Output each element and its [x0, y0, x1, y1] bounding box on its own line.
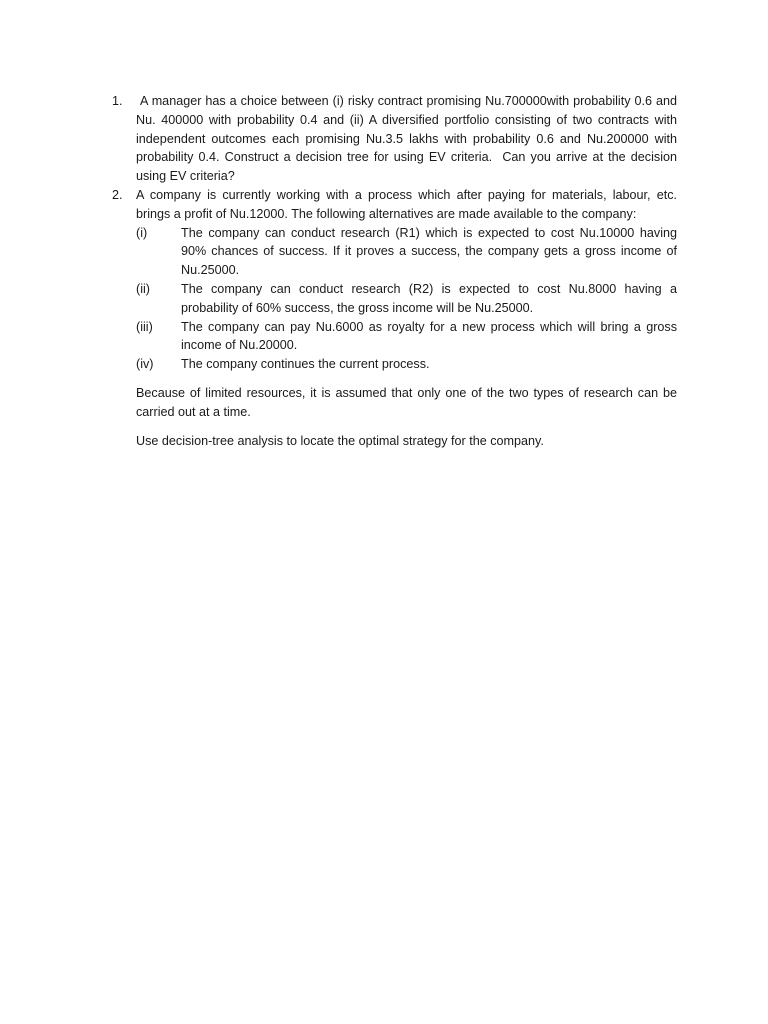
alternative-item: [136, 355, 677, 374]
question-list: [108, 92, 681, 450]
question-item-1: [108, 92, 681, 186]
alternative-item: [136, 318, 677, 356]
alternative-text: The company can pay Nu.6000 as royalty for a new process which will bring a gross income of Nu.20000.: [181, 319, 677, 353]
alternative-label: (ii): [136, 281, 150, 296]
question-item-2: [108, 186, 677, 450]
alternative-text: The company can conduct research (R1) which is expected to cost Nu.10000 having 90% chances of success. If it proves a success, the company gets a gross income of Nu.25000.: [181, 225, 677, 278]
alternative-text: The company continues the current process.: [181, 357, 430, 372]
question-number: 1.: [112, 94, 123, 108]
alternative-item: [136, 280, 677, 318]
question-text: A manager has a choice between (i) risky contract promising Nu.700000with probability 0.6 and Nu. 400000 with probability 0.4 and (ii) A diversified portfolio consisting of two contracts with independent outcomes each promising Nu.3.5 lakhs with probability 0.6 and Nu.200000 with probability 0.4. Construct a decision tree for using EV criteria. Can you arrive at the decision using EV criteria?: [136, 94, 681, 184]
question-number: 2.: [112, 187, 123, 202]
alternative-item: [136, 224, 677, 280]
alternative-label: (iv): [136, 357, 154, 372]
question-text: A company is currently working with a process which after paying for materials, labour, etc. brings a profit of Nu.12000. The following alternatives are made available to the company:: [136, 187, 677, 221]
alternative-label: (i): [136, 225, 148, 240]
alternative-text: The company can conduct research (R2) is expected to cost Nu.8000 having a probability of 60% success, the gross income will be Nu.25000.: [181, 281, 677, 315]
instruction-text: Use decision-tree analysis to locate the optimal strategy for the company.: [136, 433, 544, 448]
constraint-note: Because of limited resources, it is assumed that only one of the two types of research can be carried out at a time.: [136, 385, 677, 419]
alternatives-list: [136, 224, 677, 374]
alternative-label: (iii): [136, 319, 153, 334]
